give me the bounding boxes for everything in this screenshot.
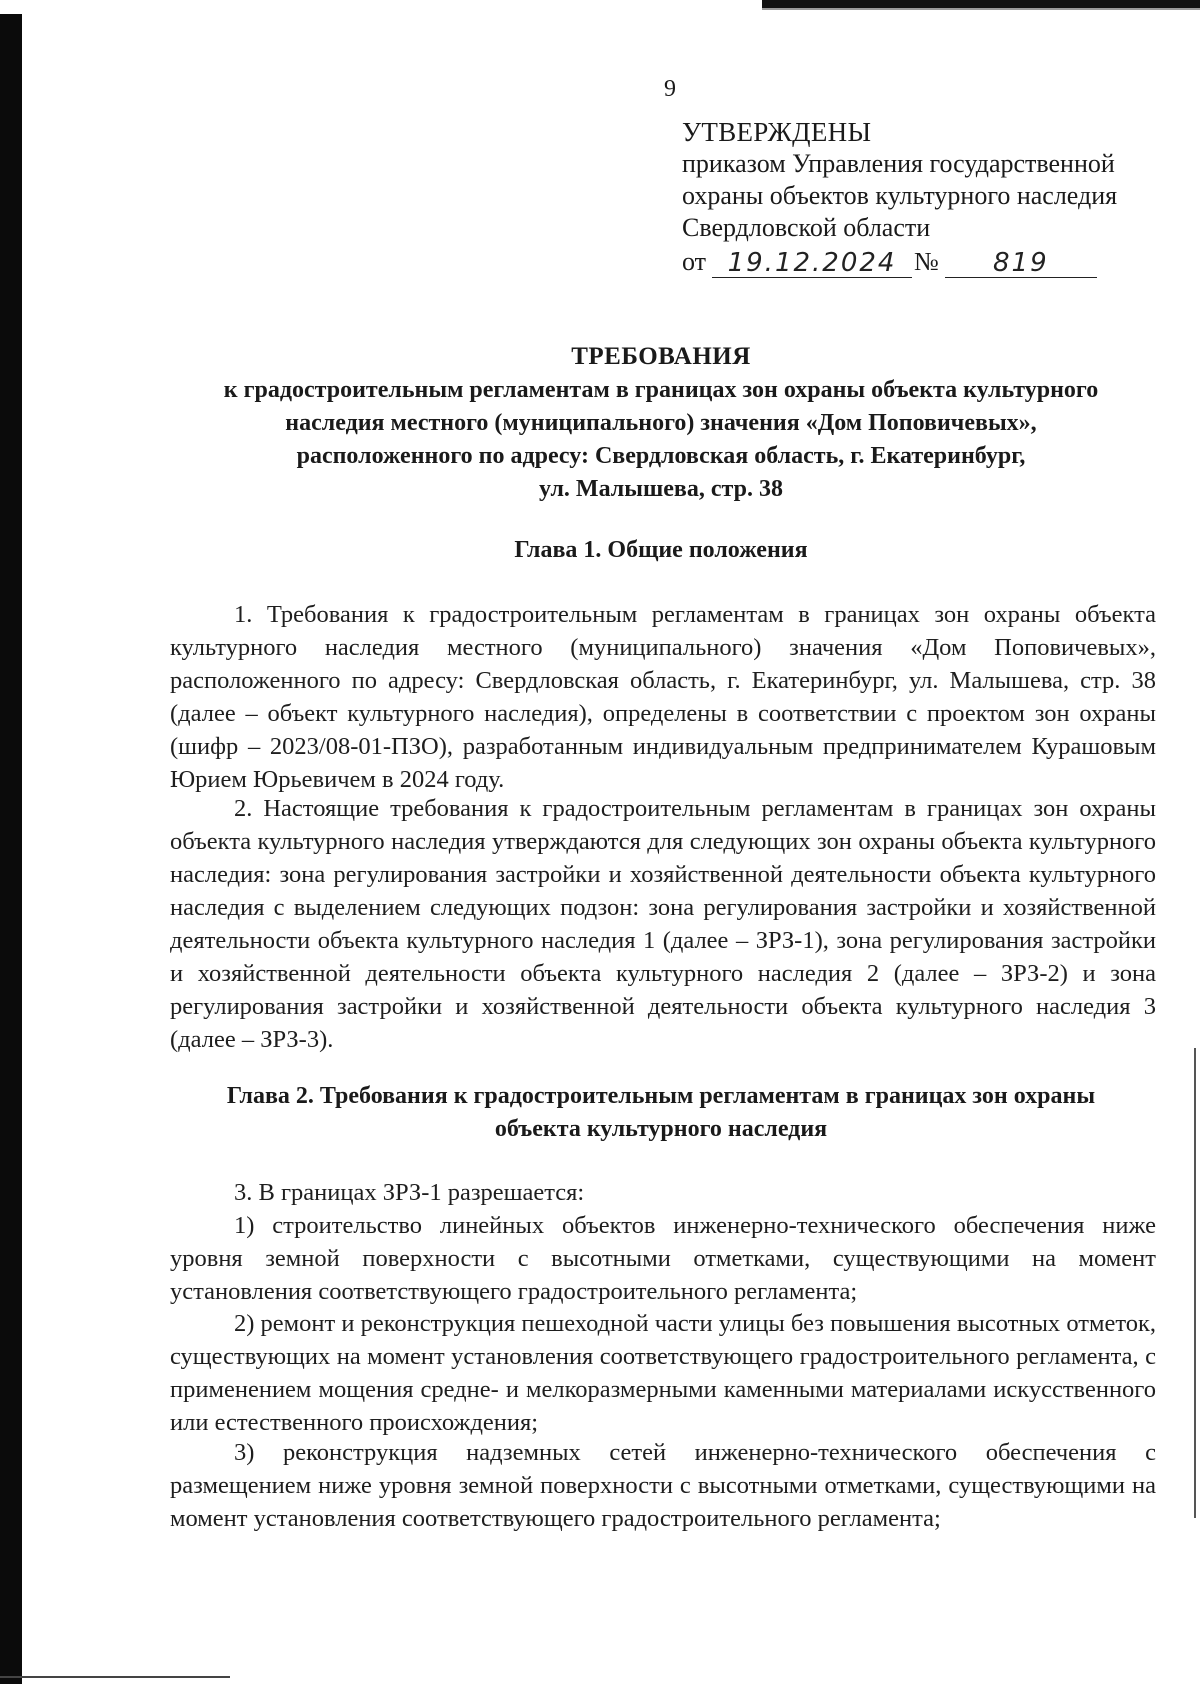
document-subtitle-line-3: расположенного по адресу: Свердловская область, г. Екатеринбург, [296,443,1026,469]
date-prefix: от [682,247,707,276]
chapter-1-heading: Глава 1. Общие положения [514,537,808,563]
approval-line-2: охраны объектов культурного наследия [682,181,1118,210]
handwritten-date: 19.12.2024 [712,249,912,278]
paragraph-3-item-2: 2) ремонт и реконструкция пешеходной части улицы без повышения высотных отметок, существующих на момент установления соответствующего градостроительного регламента, с применением мощения средне- и мелкоразмерными каменными материалами искусственного или естественного происхождения; [170,1310,1156,1436]
scan-edge-left [0,14,22,1684]
chapter-2-heading-line-2: объекта культурного наследия [494,1116,828,1142]
paragraph-1: 1. Требования к градостроительным регламентам в границах зон охраны объекта культурного наследия местного (муниципального) значения «Дом Поповичевых», расположенного по адресу: Свердловская область, г. Екатеринбург, ул. Малышева, стр. 38 (далее – объект культурного наследия), определены в соответствии с проектом зон охраны (шифр – 2023/08-01-ПЗО), разработанным индивидуальным предпринимателем Курашовым Юрием Юрьевичем в 2024 году. [170,601,1156,793]
scan-edge-bottom [0,1676,230,1678]
chapter-2-heading [168,1080,1154,1146]
chapter-2-heading-line-1: Глава 2. Требования к градостроительным регламентам в границах зон охраны [226,1083,1096,1109]
paragraph-2: 2. Настоящие требования к градостроительным регламентам в границах зон охраны объекта культурного наследия утверждаются для следующих зон охраны объекта культурного наследия: зона регулирования застройки и хозяйственной деятельности объекта культурного наследия с выделением следующих подзон: зона регулирования застройки и хозяйственной деятельности объекта культурного наследия 1 (далее – ЗРЗ-1), зона регулирования застройки и хозяйственной деятельности объекта культурного наследия 2 (далее – ЗРЗ-2) и зона регулирования застройки и хозяйственной деятельности объекта культурного наследия 3 (далее – ЗРЗ-3). [170,795,1156,1053]
approval-title: УТВЕРЖДЕНЫ [682,117,872,147]
number-prefix: № [914,247,939,276]
approval-line-3: Свердловской области [682,213,931,242]
page-number: 9 [664,76,676,102]
scan-edge-right [1194,1048,1196,1518]
approval-line-1: приказом Управления государственной [682,149,1115,178]
document-subtitle-line-4: ул. Малышева, стр. 38 [539,476,783,502]
document-subtitle-line-2: наследия местного (муниципального) значения «Дом Поповичевых», [285,410,1037,436]
document-title: ТРЕБОВАНИЯ [571,343,751,370]
document-subtitle-line-1: к градостроительным регламентам в границах зон охраны объекта культурного [223,377,1099,403]
approval-date-number-line [682,246,1152,278]
handwritten-number: 819 [945,249,1097,278]
approval-block [682,116,1152,278]
scan-edge-top [762,0,1200,8]
paragraph-3-item-3: 3) реконструкция надземных сетей инженерно-технического обеспечения с размещением ниже уровня земной поверхности с высотными отметками, существующими на момент установления соответствующего градостроительного регламента; [170,1439,1156,1532]
scan-edge-top-thin [762,8,1200,10]
paragraph-3-item-1: 1) строительство линейных объектов инженерно-технического обеспечения ниже уровня земной поверхности с высотными отметками, существующими на момент установления соответствующего градостроительного регламента; [170,1212,1156,1305]
paragraph-3: 3. В границах ЗРЗ-1 разрешается: [234,1179,585,1206]
document-header [168,340,1154,506]
